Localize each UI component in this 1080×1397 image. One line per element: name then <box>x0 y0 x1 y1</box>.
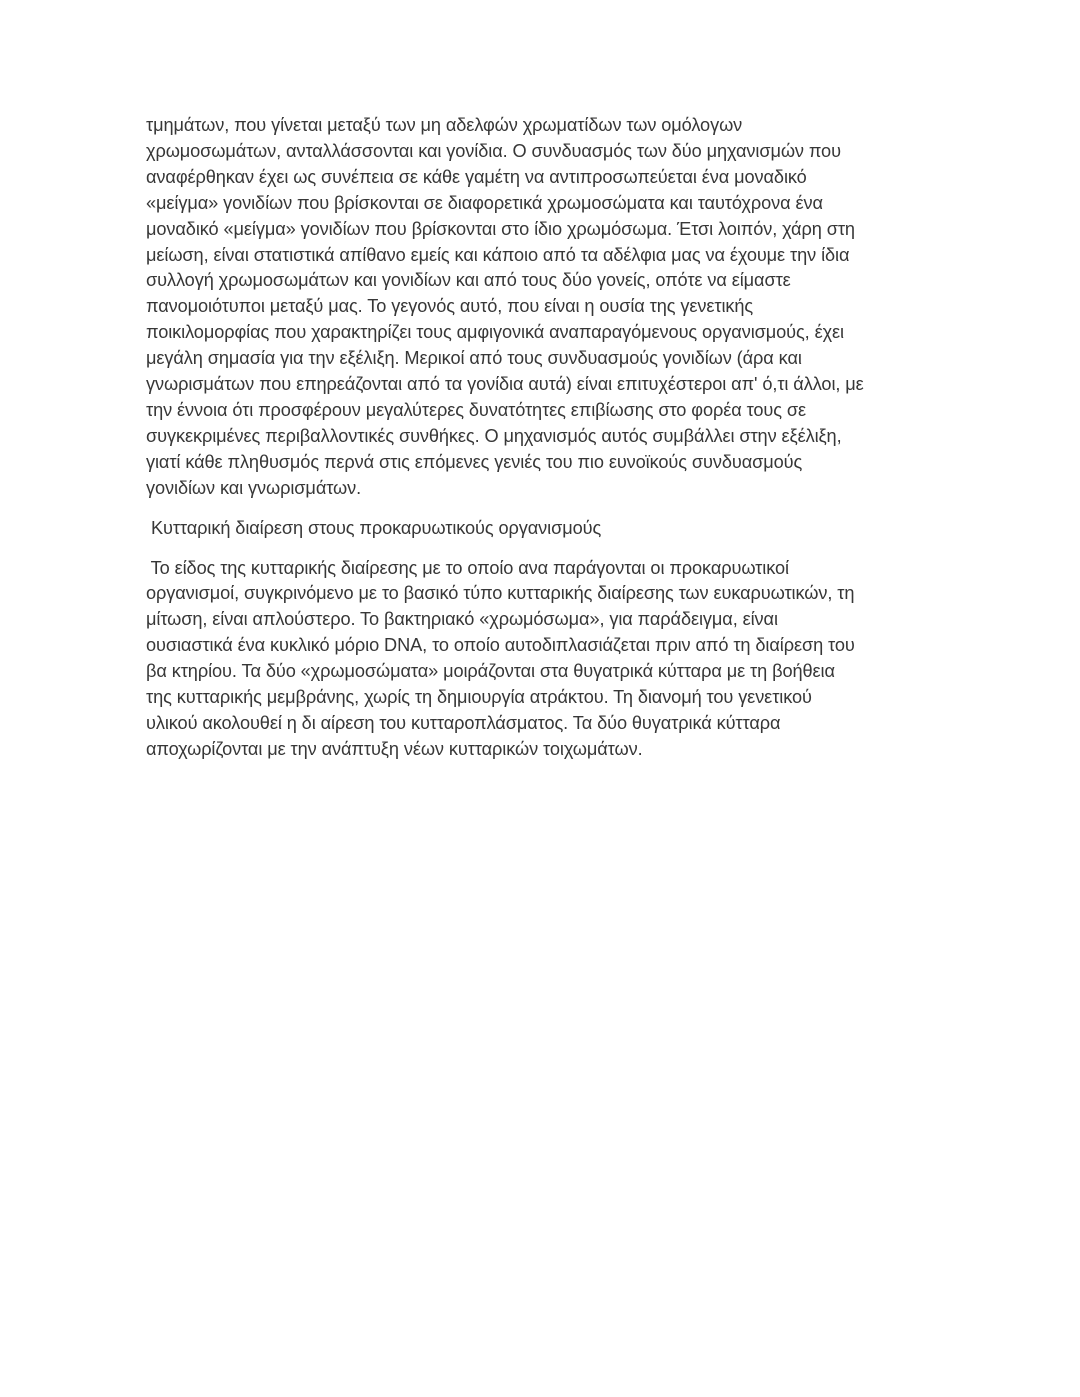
text-line: υλικού ακολουθεί η δι αίρεση του κυτταροπλάσματος. Τα δύο θυγατρικά κύτταρα <box>146 712 781 733</box>
text-line: γιατί κάθε πληθυσμός περνά στις επόμενες γενιές του πιο ευνοϊκούς συνδυασμούς <box>146 451 803 472</box>
text-line: τμημάτων, που γίνεται μεταξύ των μη αδελφών χρωματίδων των ομόλογων <box>146 115 743 135</box>
text-line: της κυτταρικής μεμβράνης, χωρίς τη δημιουργία ατράκτου. Τη διανομή του γενετικού <box>146 687 812 708</box>
text-line: ποικιλομορφίας που χαρακτηρίζει τους αμφιγονικά αναπαραγόμενους οργανισμούς, έχει <box>146 322 844 343</box>
text-line: την έννοια ότι προσφέρουν μεγαλύτερες δυνατότητες επιβίωσης στο φορέα τους σε <box>146 399 807 420</box>
text-line: συλλογή χρωμοσωμάτων και γονιδίων και από τους δύο γονείς, οπότε να είμαστε <box>146 270 791 291</box>
text-line: συγκεκριμένες περιβαλλοντικές συνθήκες. Ο μηχανισμός αυτός συμβάλλει στην εξέλιξη, <box>146 425 842 446</box>
text-line: αναφέρθηκαν έχει ως συνέπεια σε κάθε γαμέτη να αντιπροσωπεύεται ένα μοναδικό <box>146 166 807 187</box>
text-line: μεγάλη σημασία για την εξέλιξη. Μερικοί από τους συνδυασμούς γονιδίων (άρα και <box>146 348 802 369</box>
section-heading: Κυτταρική διαίρεση στους προκαρυωτικούς οργανισμούς <box>146 517 602 538</box>
text-line: μίτωση, είναι απλούστερο. Το βακτηριακό «χρωμόσωμα», για παράδειγμα, είναι <box>146 609 778 630</box>
document-text-block <box>146 113 1026 763</box>
paragraph-prokaryotic-division <box>146 556 1026 763</box>
text-line: βα κτηρίου. Τα δύο «χρωμοσώματα» μοιράζονται στα θυγατρικά κύτταρα με τη βοήθεια <box>146 661 835 682</box>
text-line: αποχωρίζονται με την ανάπτυξη νέων κυτταρικών τοιχωμάτων. <box>146 738 643 759</box>
text-line: χρωμοσωμάτων, ανταλλάσσονται και γονίδια. Ο συνδυασμός των δύο μηχανισμών που <box>146 140 841 161</box>
paragraph-meiosis <box>146 113 1026 502</box>
text-line: πανομοιότυποι μεταξύ μας. Το γεγονός αυτό, που είναι η ουσία της γενετικής <box>146 296 754 317</box>
text-line: ουσιαστικά ένα κυκλικό μόριο DNA, το οποίο αυτοδιπλασιάζεται πριν από τη διαίρεση του <box>146 635 855 656</box>
text-line: μείωση, είναι στατιστικά απίθανο εμείς και κάποιο από τα αδέλφια μας να έχουμε την ίδια <box>146 244 850 265</box>
text-line: Το είδος της κυτταρικής διαίρεσης με το οποίο ανα παράγονται οι προκαρυωτικοί <box>146 557 789 578</box>
text-line: μοναδικό «μείγμα» γονιδίων που βρίσκονται στο ίδιο χρωμόσωμα. Έτσι λοιπόν, χάρη στη <box>146 218 855 239</box>
text-line: γονιδίων και γνωρισμάτων. <box>146 477 362 498</box>
text-line: γνωρισμάτων που επηρεάζονται από τα γονίδια αυτά) είναι επιτυχέστεροι απ' ό,τι άλλοι, με <box>146 374 864 395</box>
text-line: «μείγμα» γονιδίων που βρίσκονται σε διαφορετικά χρωμοσώματα και ταυτόχρονα ένα <box>146 192 823 213</box>
text-line: οργανισμοί, συγκρινόμενο με το βασικό τύπο κυτταρικής διαίρεσης των ευκαρυωτικών, τη <box>146 583 855 604</box>
